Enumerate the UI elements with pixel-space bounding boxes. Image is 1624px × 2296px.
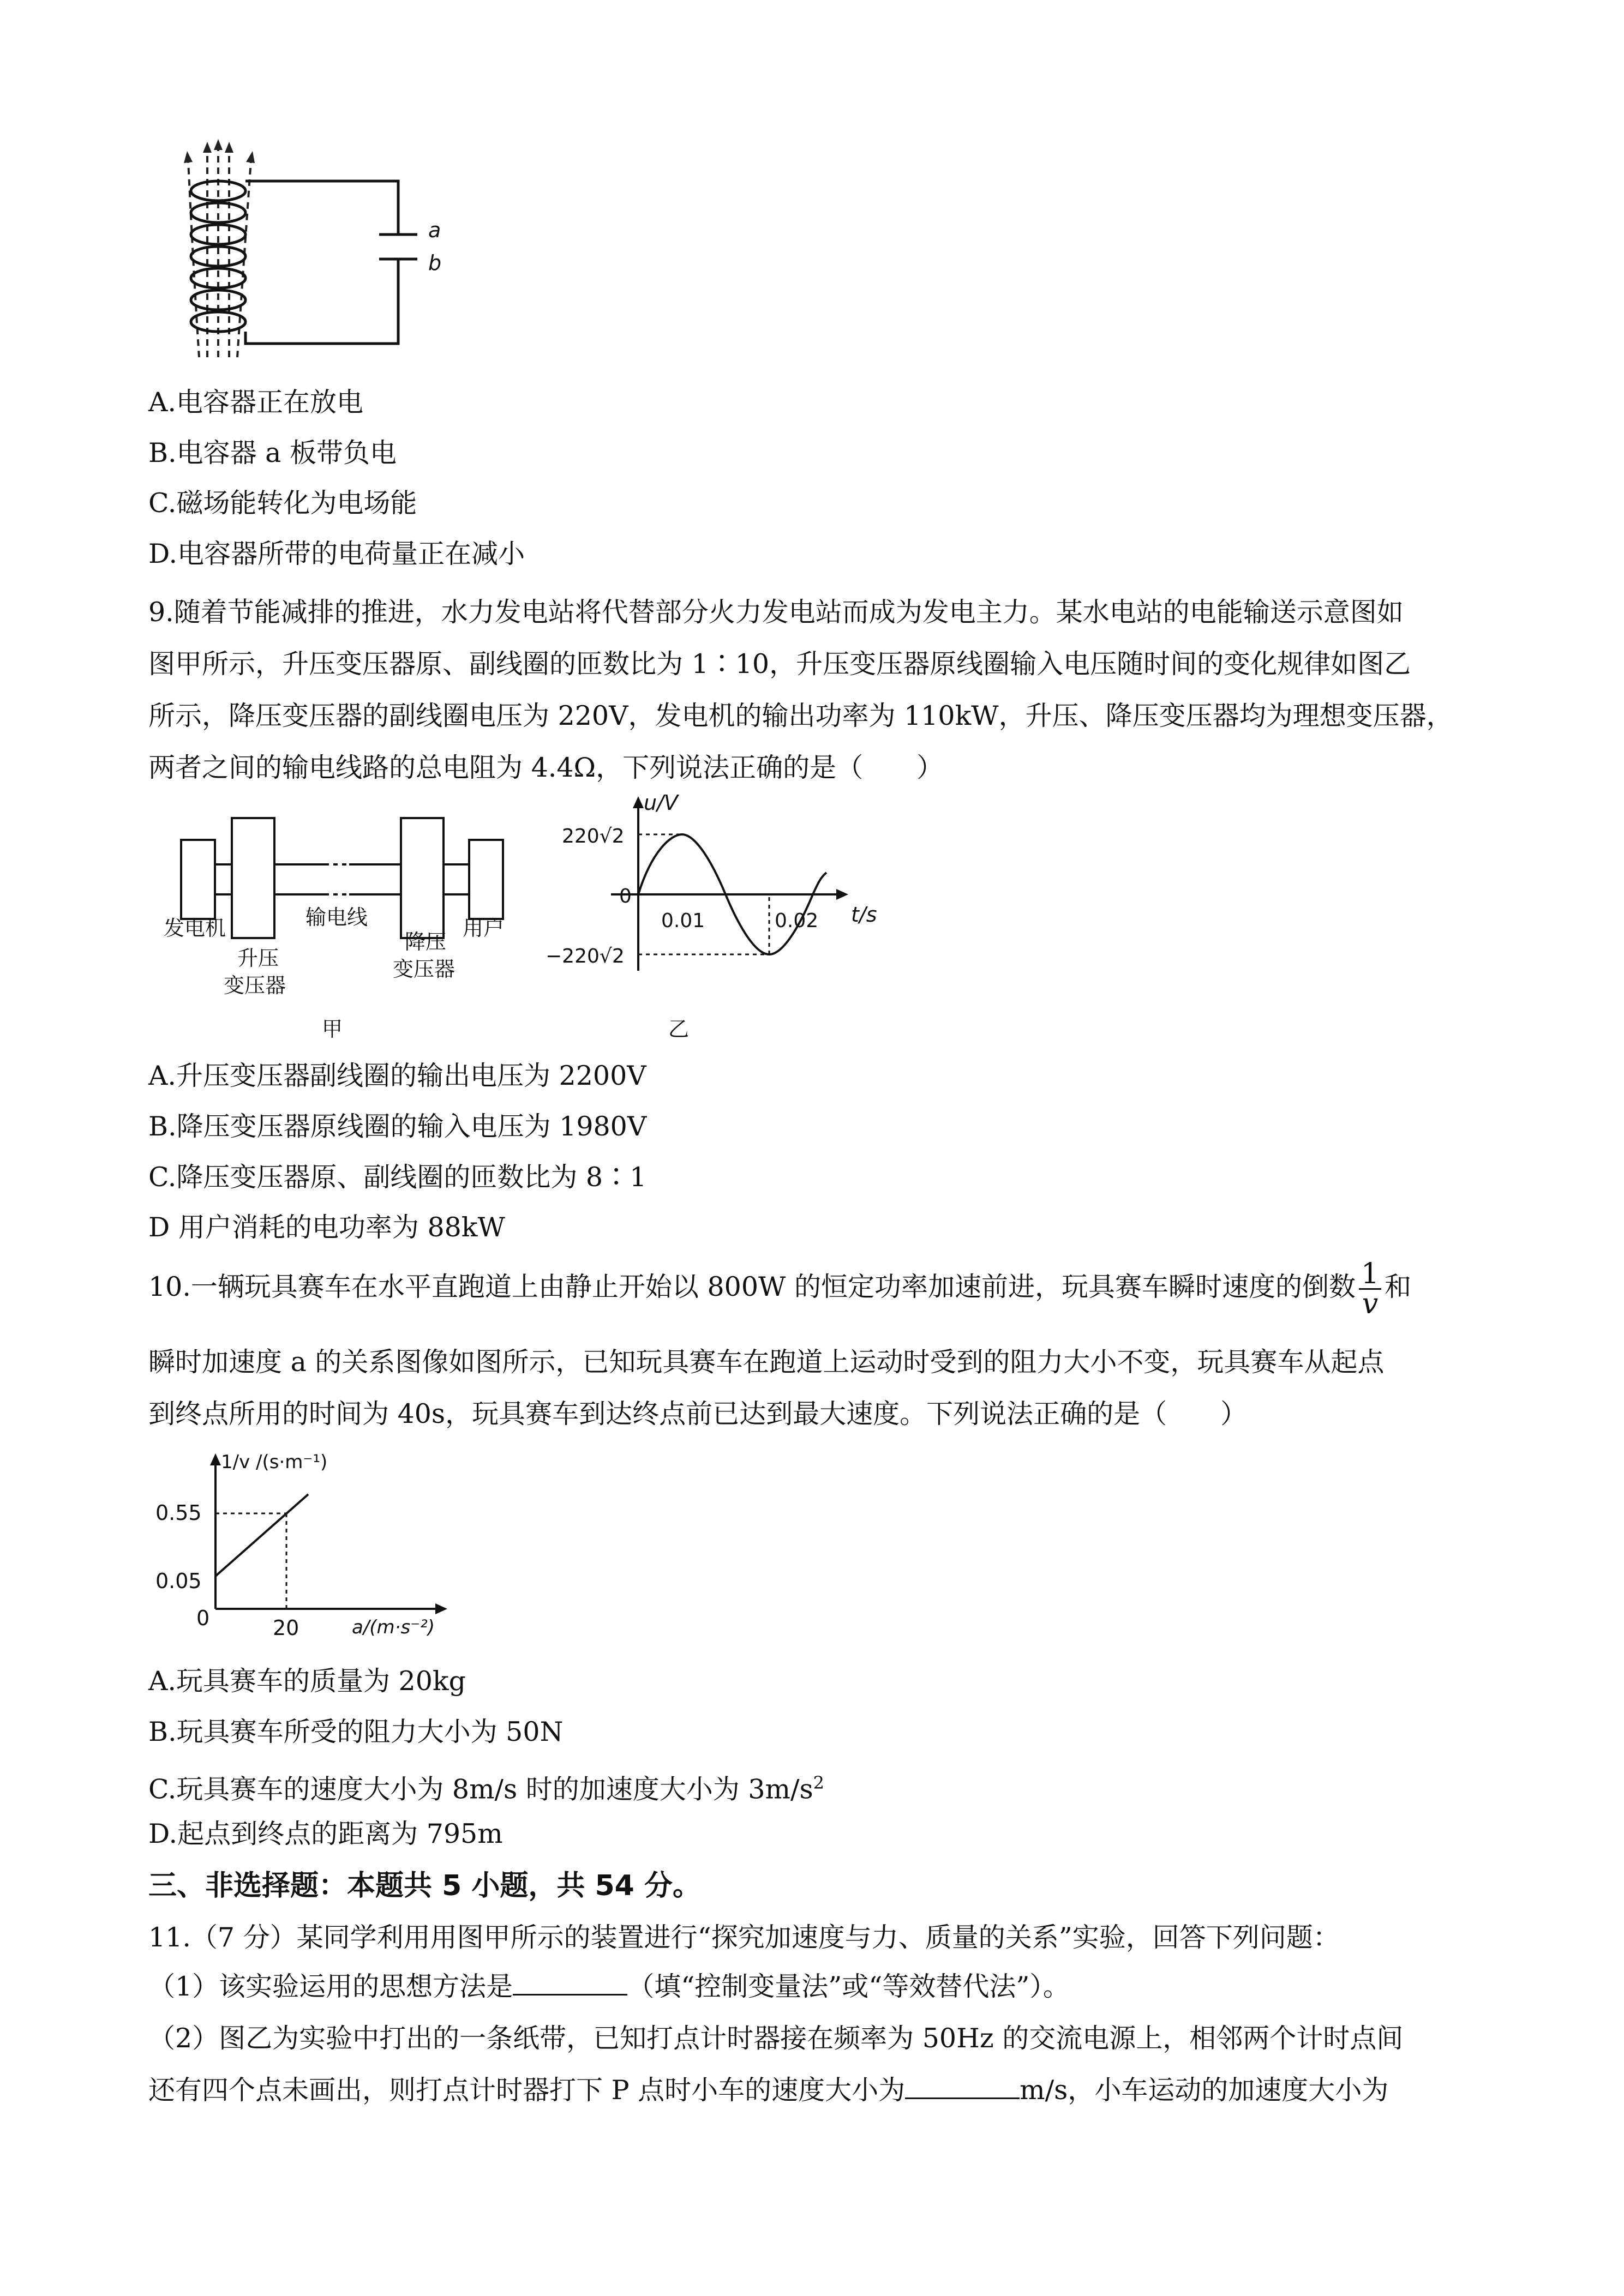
q8-option-d: D.电容器所带的电荷量正在减小 xyxy=(148,538,525,569)
step-up-label: 升压 xyxy=(237,946,279,970)
q9-stem-line: 图甲所示，升压变压器原、副线圈的匝数比为 1∶10，升压变压器原线圈输入电压随时间的变化规律如图乙 xyxy=(148,648,1411,680)
y-axis-label: u/V xyxy=(644,791,678,815)
q10-stem-line: 瞬时加速度 a 的关系图像如图所示，已知玩具赛车在跑道上运动时受到的阻力大小不变，玩具赛车从起点 xyxy=(148,1347,1385,1378)
q10-stem-line1 xyxy=(148,1257,1411,1318)
step-down-transformer-label: 变压器 xyxy=(393,957,456,981)
q8-option-a: A.电容器正在放电 xyxy=(148,387,363,418)
ymin-label: −220√2 xyxy=(546,945,625,967)
section-heading: 三、非选择题：本题共 5 小题，共 54 分。 xyxy=(148,1870,701,1902)
q10-stem-line: 到终点所用的时间为 40s，玩具赛车到达终点前已达到最大速度。下列说法正确的是（ ） xyxy=(148,1398,1248,1429)
x1-tick-label: 0.01 xyxy=(661,910,705,932)
q11-part1 xyxy=(148,1969,1070,2005)
q10-option-c-text: C.玩具赛车的速度大小为 8m/s 时的加速度大小为 3m/s xyxy=(148,1774,813,1805)
q11-part1-text: （1）该实验运用的思想方法是 xyxy=(148,1971,513,2002)
reciprocal-velocity-acceleration-graph xyxy=(155,1445,472,1647)
q10-stem-text: 和 xyxy=(1385,1271,1412,1302)
lc-circuit-figure xyxy=(155,139,461,368)
step-down-label: 降压 xyxy=(405,930,447,954)
fraction-numerator: 1 xyxy=(1359,1260,1381,1290)
q11-part1-text: （填“控制变量法”或“等效替代法”）。 xyxy=(627,1971,1070,2002)
q9-stem-line: 两者之间的输电线路的总电阻为 4.4Ω，下列说法正确的是（ ） xyxy=(148,752,944,783)
y0-tick-label: 0.05 xyxy=(155,1569,202,1593)
q8-option-c: C.磁场能转化为电场能 xyxy=(148,488,417,519)
q8-option-b: B.电容器 a 板带负电 xyxy=(148,437,397,468)
y-axis-label: 1/v /(s·m⁻¹) xyxy=(221,1451,328,1473)
answer-blank[interactable] xyxy=(905,2073,1020,2099)
x-axis-label: t/s xyxy=(851,903,877,927)
figure-yi-caption: 乙 xyxy=(668,1017,690,1041)
figure-jia-caption: 甲 xyxy=(322,1017,343,1041)
origin-label: 0 xyxy=(196,1606,210,1630)
plate-b-label: b xyxy=(428,251,442,275)
ymax-label: 220√2 xyxy=(562,825,625,848)
q10-stem-text: 10.一辆玩具赛车在水平直跑道上由静止开始以 800W 的恒定功率加速前进，玩具赛车瞬时速度的倒数 xyxy=(148,1271,1356,1302)
q9-stem-line: 9.随着节能减排的推进，水力发电站将代替部分火力发电站而成为发电主力。某水电站的电能输送示意图如 xyxy=(148,597,1404,628)
q11-part2-text: m/s，小车运动的加速度大小为 xyxy=(1020,2075,1389,2106)
voltage-sine-figure xyxy=(546,791,895,1047)
q10-option-d: D.起点到终点的距离为 795m xyxy=(148,1818,503,1849)
q9-option-a: A.升压变压器副线圈的输出电压为 2200V xyxy=(148,1060,646,1091)
q9-option-d: D 用户消耗的电功率为 88kW xyxy=(148,1212,505,1243)
x2-tick-label: 0.02 xyxy=(775,910,819,932)
reciprocal-velocity-fraction xyxy=(1359,1260,1381,1318)
transmission-line-label: 输电线 xyxy=(305,905,368,929)
superscript: 2 xyxy=(813,1772,824,1793)
q11-part2-line1: （2）图乙为实验中打出的一条纸带，已知打点计时器接在频率为 50Hz 的交流电源上，相邻两个计时点间 xyxy=(148,2023,1404,2054)
user-label: 用户 xyxy=(463,916,505,940)
q10-option-c xyxy=(148,1765,824,1807)
q10-option-a: A.玩具赛车的质量为 20kg xyxy=(148,1666,466,1697)
generator-label: 发电机 xyxy=(164,916,226,940)
x1-tick-label: 20 xyxy=(273,1616,299,1640)
answer-blank[interactable] xyxy=(513,1970,627,1996)
origin-label: 0 xyxy=(619,885,632,907)
q10-option-b: B.玩具赛车所受的阻力大小为 50N xyxy=(148,1716,564,1747)
x-axis-label: a/(m·s⁻²) xyxy=(352,1616,435,1638)
q11-part2-text: 还有四个点未画出，则打点计时器打下 P 点时小车的速度大小为 xyxy=(148,2075,906,2106)
plate-a-label: a xyxy=(428,218,441,242)
step-up-transformer-label: 变压器 xyxy=(224,973,286,997)
y1-tick-label: 0.55 xyxy=(155,1501,202,1525)
q11-intro: 11.（7 分）某同学利用用图甲所示的装置进行“探究加速度与力、质量的关系”实验，回答下列问题： xyxy=(148,1922,1340,1953)
q11-part2-line2 xyxy=(148,2072,1388,2108)
q9-option-b: B.降压变压器原线圈的输入电压为 1980V xyxy=(148,1111,647,1142)
fraction-denominator: v xyxy=(1362,1288,1379,1320)
graph-line xyxy=(215,1494,308,1576)
power-transmission-figure xyxy=(158,813,529,1053)
q9-stem-line: 所示，降压变压器的副线圈电压为 220V，发电机的输出功率为 110kW，升压、降压变压器均为理想变压器， xyxy=(148,700,1453,731)
q9-option-c: C.降压变压器原、副线圈的匝数比为 8∶1 xyxy=(148,1162,647,1193)
